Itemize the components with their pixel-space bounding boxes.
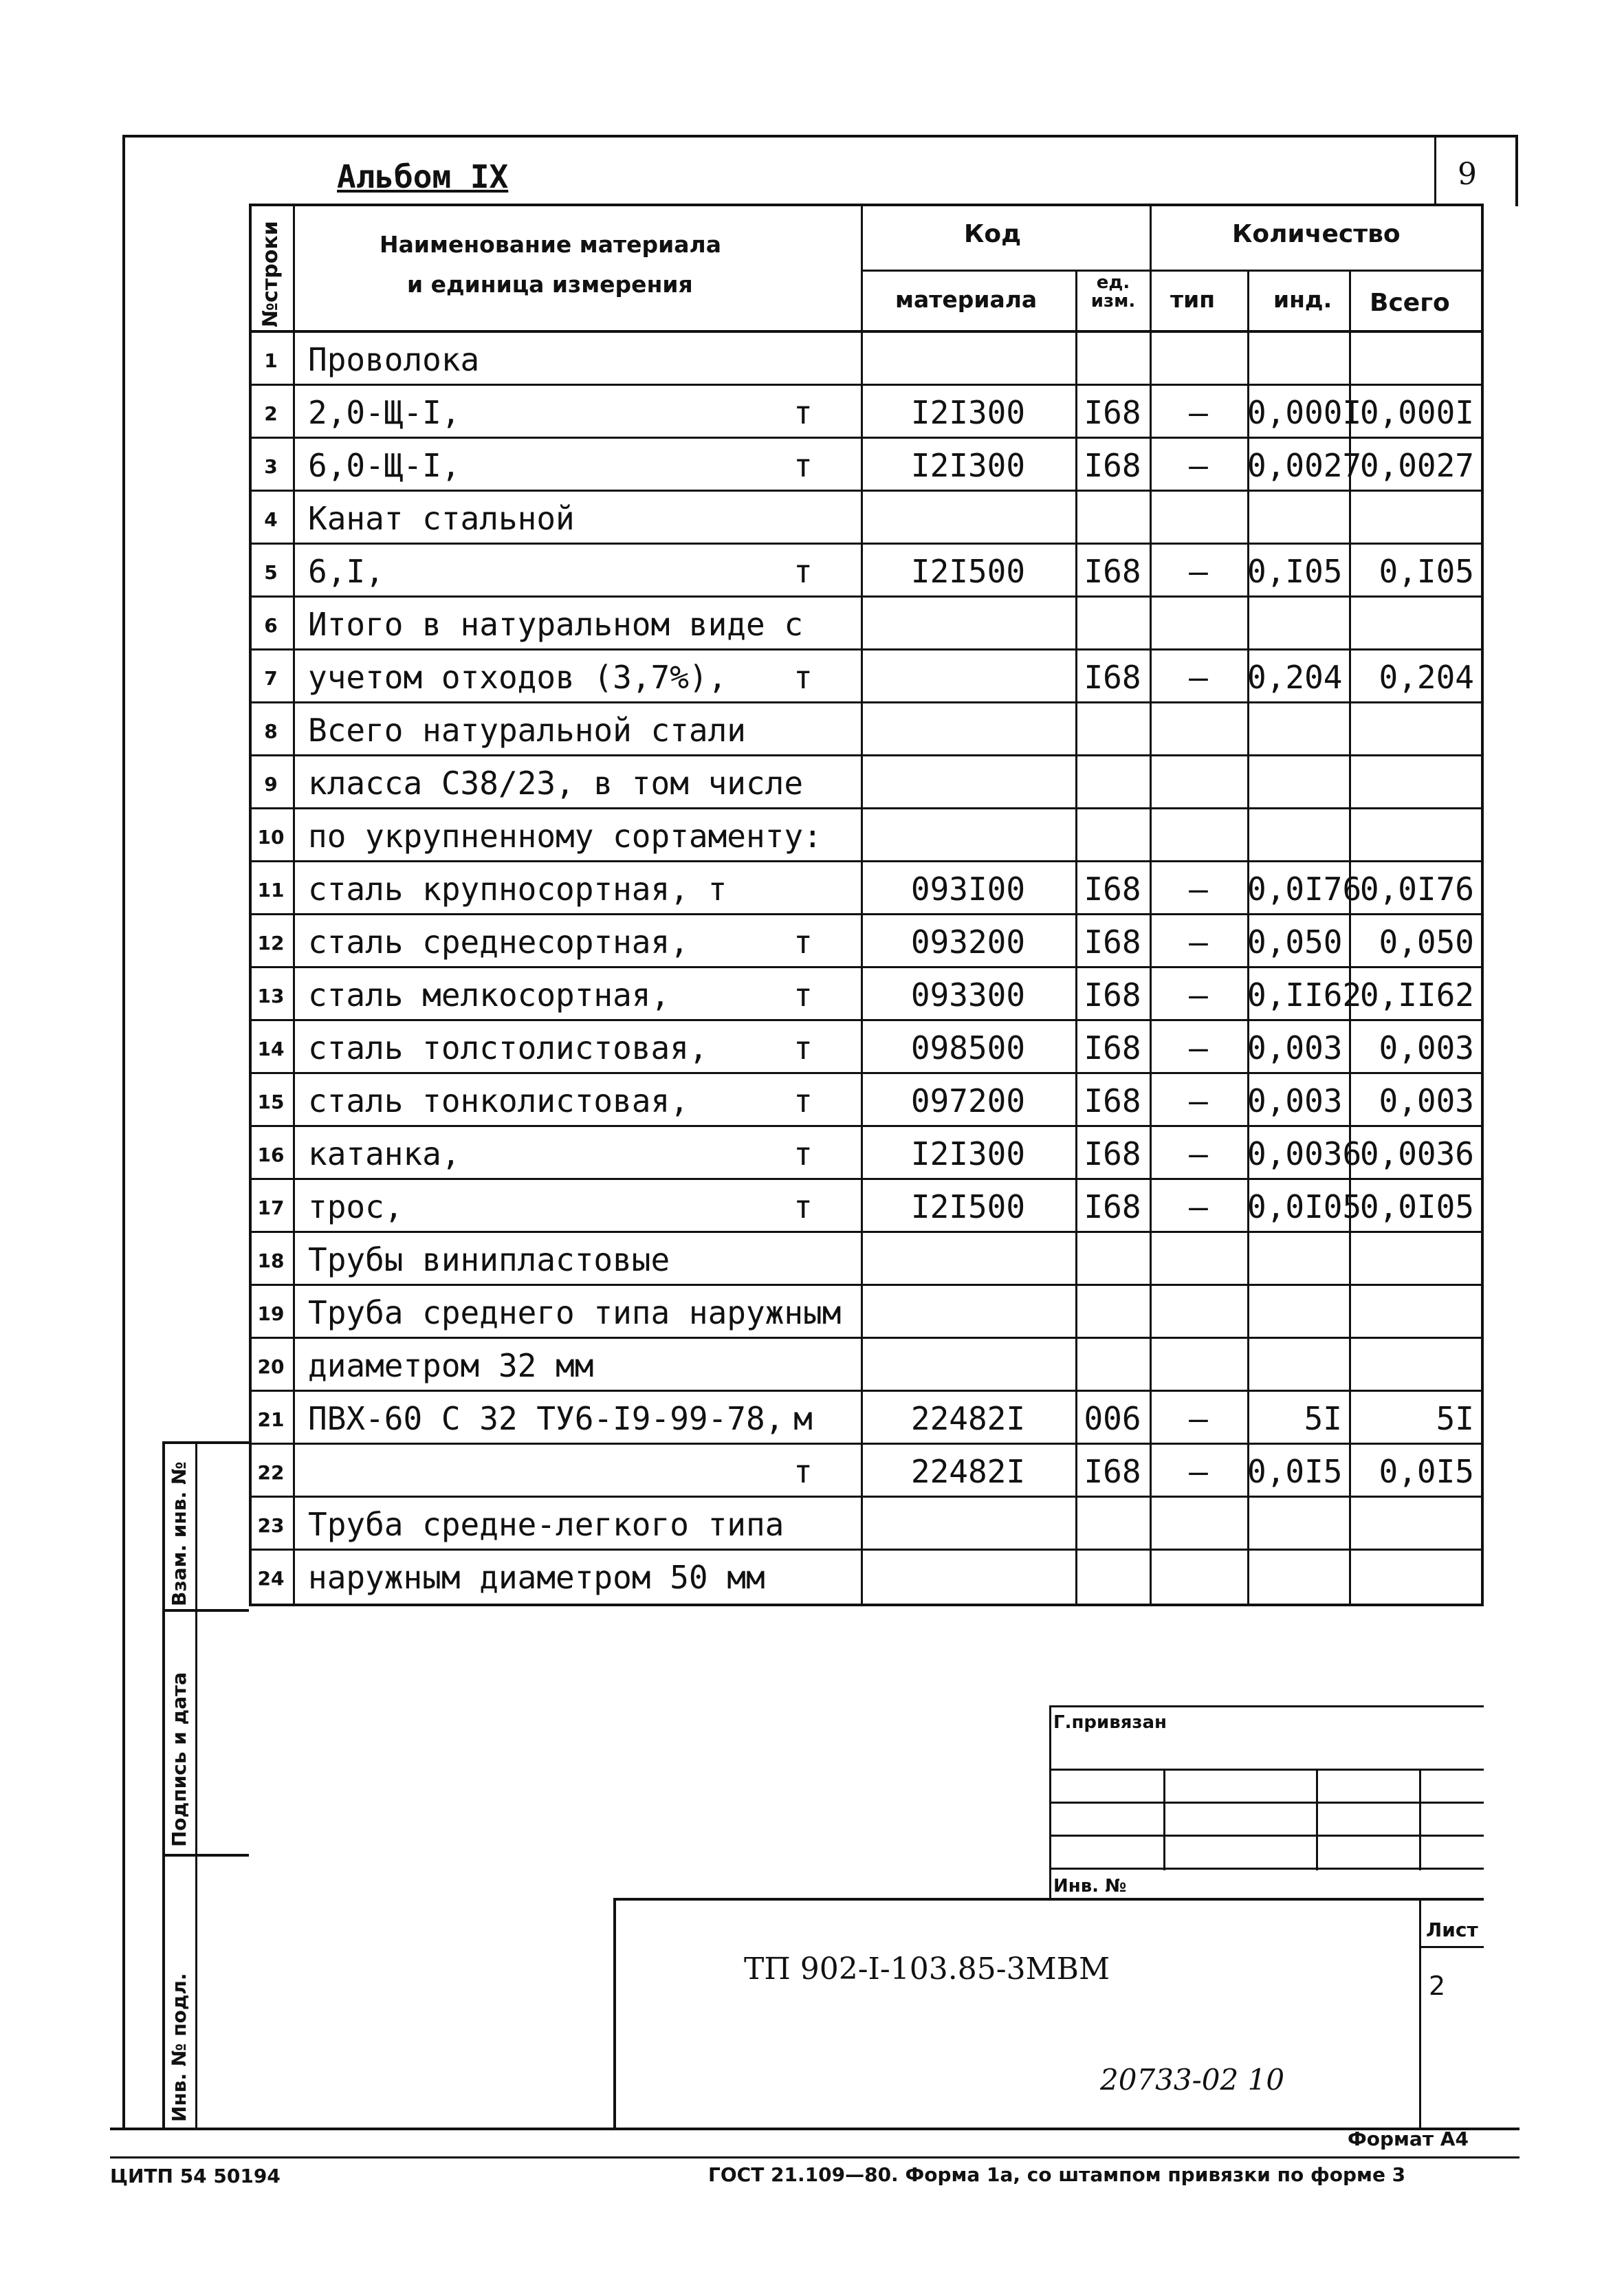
qty-type: –	[1189, 659, 1208, 696]
table-row	[249, 1339, 1484, 1392]
row-number: 19	[257, 1302, 285, 1325]
qty-ind: 0,0036	[1247, 1135, 1362, 1172]
qty-total: 0,000I	[1359, 394, 1474, 431]
unit-code: I68	[1084, 1188, 1141, 1225]
bottom-rule	[110, 2156, 1519, 2158]
left-code: ЦИТП 54 50194	[110, 2165, 281, 2187]
qty-total: 0,I05	[1379, 553, 1474, 590]
table-row	[249, 386, 1484, 439]
row-number: 12	[257, 932, 285, 954]
table-row	[249, 968, 1484, 1021]
material-name: сталь тонколистовая,	[308, 1082, 689, 1119]
material-code: 093I00	[910, 871, 1026, 908]
qty-total: 0,003	[1379, 1029, 1474, 1067]
unit-code: I68	[1084, 553, 1141, 590]
unit-code: I68	[1084, 447, 1141, 484]
table-row	[249, 439, 1484, 492]
material-code: I2I300	[910, 394, 1026, 431]
material-unit: т	[793, 1082, 813, 1119]
side-label-podpis: Подпись и дата	[168, 1672, 190, 1847]
gost-label: ГОСТ 21.109—80. Форма 1а, со штампом привязки по форме 3	[708, 2163, 1406, 2186]
qty-total: 5I	[1436, 1400, 1474, 1437]
material-name: учетом отходов (3,7%),	[308, 659, 727, 696]
qty-type: –	[1189, 1135, 1208, 1172]
row-number: 23	[257, 1514, 285, 1537]
header-qty-ind: инд.	[1273, 286, 1332, 313]
row-number: 17	[257, 1196, 285, 1219]
format-label: Формат А4	[1348, 2128, 1469, 2150]
qty-ind: 0,0I05	[1247, 1188, 1362, 1225]
row-number: 3	[264, 455, 278, 478]
material-name: Труба среднего типа наружным	[308, 1294, 842, 1331]
header-qty-group: Количество	[1232, 220, 1401, 248]
material-name: класса С38/23, в том числе	[308, 765, 804, 802]
header-row-number: №строки	[259, 221, 283, 327]
qty-ind: 5I	[1304, 1400, 1342, 1437]
qty-type: –	[1189, 1188, 1208, 1225]
header-code-group: Код	[964, 220, 1022, 248]
qty-ind: 0,0027	[1247, 447, 1362, 484]
unit-code: I68	[1084, 1453, 1141, 1490]
row-number: 4	[264, 508, 278, 531]
material-code: I2I300	[910, 447, 1026, 484]
material-name: 6,0-Щ-I,	[308, 447, 461, 484]
unit-code: I68	[1084, 1029, 1141, 1067]
table-row	[249, 1286, 1484, 1339]
table-row	[249, 651, 1484, 703]
material-name: катанка,	[308, 1135, 461, 1172]
qty-ind: 0,003	[1247, 1029, 1343, 1067]
material-name: трос,	[308, 1188, 404, 1225]
material-code: I2I500	[910, 1188, 1026, 1225]
table-row	[249, 1445, 1484, 1498]
qty-total: 0,0036	[1359, 1135, 1474, 1172]
qty-ind: 0,II62	[1247, 976, 1362, 1014]
row-number: 1	[264, 349, 278, 372]
unit-code: I68	[1084, 659, 1141, 696]
unit-code: I68	[1084, 871, 1141, 908]
table-row	[249, 862, 1484, 915]
material-name: сталь толстолистовая,	[308, 1029, 708, 1067]
material-name: ПВХ-60 С 32 ТУ6-I9-99-78,	[308, 1400, 784, 1437]
material-name: диаметром 32 мм	[308, 1347, 594, 1384]
qty-total: 0,0I76	[1359, 871, 1474, 908]
header-name-line2: и единица измерения	[407, 271, 693, 298]
qty-ind: 0,003	[1247, 1082, 1343, 1119]
qty-type: –	[1189, 1029, 1208, 1067]
qty-total: 0,204	[1379, 659, 1474, 696]
stamp-block	[249, 1606, 1484, 2129]
material-code: I2I500	[910, 553, 1026, 590]
qty-type: –	[1189, 923, 1208, 961]
row-number: 2	[264, 402, 278, 425]
material-code: 097200	[910, 1082, 1026, 1119]
material-name: 2,0-Щ-I,	[308, 394, 461, 431]
material-unit: т	[793, 923, 813, 961]
material-name: Трубы винипластовые	[308, 1241, 670, 1278]
unit-code: I68	[1084, 1082, 1141, 1119]
row-number: 5	[264, 561, 278, 584]
stamp-designation: ТП 902-I-103.85-3МВМ	[744, 1952, 1110, 1987]
side-label-inv-podl: Инв. № подл.	[168, 1973, 190, 2122]
table-row	[249, 1021, 1484, 1074]
row-number: 11	[257, 879, 285, 901]
qty-ind: 0,I05	[1247, 553, 1343, 590]
table-row	[249, 492, 1484, 545]
material-code: I2I300	[910, 1135, 1026, 1172]
table-row	[249, 809, 1484, 862]
header-qty-type: тип	[1170, 286, 1216, 313]
material-name: сталь мелкосортная,	[308, 976, 670, 1014]
qty-type: –	[1189, 1453, 1208, 1490]
qty-type: –	[1189, 871, 1208, 908]
qty-ind: 0,204	[1247, 659, 1343, 696]
qty-total: 0,050	[1379, 923, 1474, 961]
material-name: Труба средне-легкого типа	[308, 1506, 784, 1543]
row-number: 21	[257, 1408, 285, 1431]
qty-ind: 0,050	[1247, 923, 1343, 961]
stamp-list-label: Лист	[1426, 1918, 1478, 1941]
frame-right-border	[1515, 138, 1518, 206]
qty-ind: 0,0I76	[1247, 871, 1362, 908]
table-row	[249, 1551, 1484, 1604]
album-title: Альбом IX	[337, 158, 509, 195]
qty-total: 0,0I5	[1379, 1453, 1474, 1490]
table-row	[249, 1180, 1484, 1233]
row-number: 6	[264, 614, 278, 637]
row-number: 22	[257, 1461, 285, 1484]
table-row	[249, 1127, 1484, 1180]
material-name: Проволока	[308, 341, 480, 378]
material-unit: т	[793, 1188, 813, 1225]
row-number: 18	[257, 1249, 285, 1272]
qty-type: –	[1189, 553, 1208, 590]
table-row	[249, 915, 1484, 968]
header-name-line1: Наименование материала	[380, 231, 721, 258]
handwritten-note: 20733-02 10	[1100, 2063, 1285, 2097]
qty-total: 0,II62	[1359, 976, 1474, 1014]
table-body	[249, 333, 1484, 1604]
material-name: 6,I,	[308, 553, 384, 590]
material-name: сталь крупносортная, т	[308, 871, 727, 908]
top-border	[122, 135, 1518, 138]
table-row	[249, 1074, 1484, 1127]
material-unit: т	[793, 447, 813, 484]
unit-code: I68	[1084, 1135, 1141, 1172]
qty-total: 0,0I05	[1359, 1188, 1474, 1225]
unit-code: I68	[1084, 394, 1141, 431]
material-name: сталь среднесортная,	[308, 923, 689, 961]
row-number: 16	[257, 1144, 285, 1166]
material-name: Итого в натуральном виде с	[308, 606, 804, 643]
material-unit: т	[793, 1135, 813, 1172]
qty-total: 0,0027	[1359, 447, 1474, 484]
page-number: 9	[1458, 157, 1477, 192]
qty-type: –	[1189, 976, 1208, 1014]
material-unit: м	[793, 1400, 813, 1437]
material-name: наружным диаметром 50 мм	[308, 1559, 765, 1596]
qty-type: –	[1189, 447, 1208, 484]
table-row	[249, 1498, 1484, 1551]
material-unit: т	[793, 1029, 813, 1067]
material-unit: т	[793, 659, 813, 696]
material-name: Канат стальной	[308, 500, 575, 537]
row-number: 7	[264, 667, 278, 690]
row-number: 13	[257, 985, 285, 1007]
materials-table	[249, 204, 1484, 1606]
material-name: Всего натуральной стали	[308, 712, 746, 749]
material-code: 093300	[910, 976, 1026, 1014]
row-number: 10	[257, 826, 285, 849]
table-row	[249, 703, 1484, 756]
qty-type: –	[1189, 1082, 1208, 1119]
page-number-box-left	[1434, 138, 1436, 206]
row-number: 9	[264, 773, 278, 796]
material-unit: т	[793, 394, 813, 431]
row-number: 8	[264, 720, 278, 743]
material-code: 093200	[910, 923, 1026, 961]
row-number: 14	[257, 1038, 285, 1060]
qty-type: –	[1189, 394, 1208, 431]
material-code: 22482I	[910, 1400, 1026, 1437]
qty-type: –	[1189, 1400, 1208, 1437]
table-row	[249, 598, 1484, 651]
material-code: 22482I	[910, 1453, 1026, 1490]
unit-code: 006	[1084, 1400, 1141, 1437]
qty-ind: 0,000I	[1247, 394, 1362, 431]
header-code-material: материала	[895, 286, 1038, 313]
table-row	[249, 333, 1484, 386]
side-label-vzam: Взам. инв. №	[168, 1461, 190, 1606]
material-code: 098500	[910, 1029, 1026, 1067]
row-number: 20	[257, 1355, 285, 1378]
material-name: по укрупненному сортаменту:	[308, 818, 822, 855]
header-code-unit: ед. изм.	[1090, 272, 1136, 312]
row-number: 15	[257, 1091, 285, 1113]
unit-code: I68	[1084, 923, 1141, 961]
material-unit: т	[793, 976, 813, 1014]
stamp-list-value: 2	[1429, 1971, 1446, 2001]
table-row	[249, 1233, 1484, 1286]
table-row	[249, 1392, 1484, 1445]
qty-total: 0,003	[1379, 1082, 1474, 1119]
table-row	[249, 545, 1484, 598]
stamp-inv-no: Инв. №	[1053, 1876, 1127, 1896]
stamp-grivyazan: Г.привязан	[1053, 1712, 1167, 1733]
unit-code: I68	[1084, 976, 1141, 1014]
row-number: 24	[257, 1567, 285, 1590]
frame-left-border	[122, 135, 125, 2129]
qty-ind: 0,0I5	[1247, 1453, 1343, 1490]
material-unit: т	[793, 1453, 813, 1490]
material-unit: т	[793, 553, 813, 590]
side-strip	[162, 1441, 249, 2129]
header-qty-total: Всего	[1370, 289, 1450, 317]
table-row	[249, 756, 1484, 809]
